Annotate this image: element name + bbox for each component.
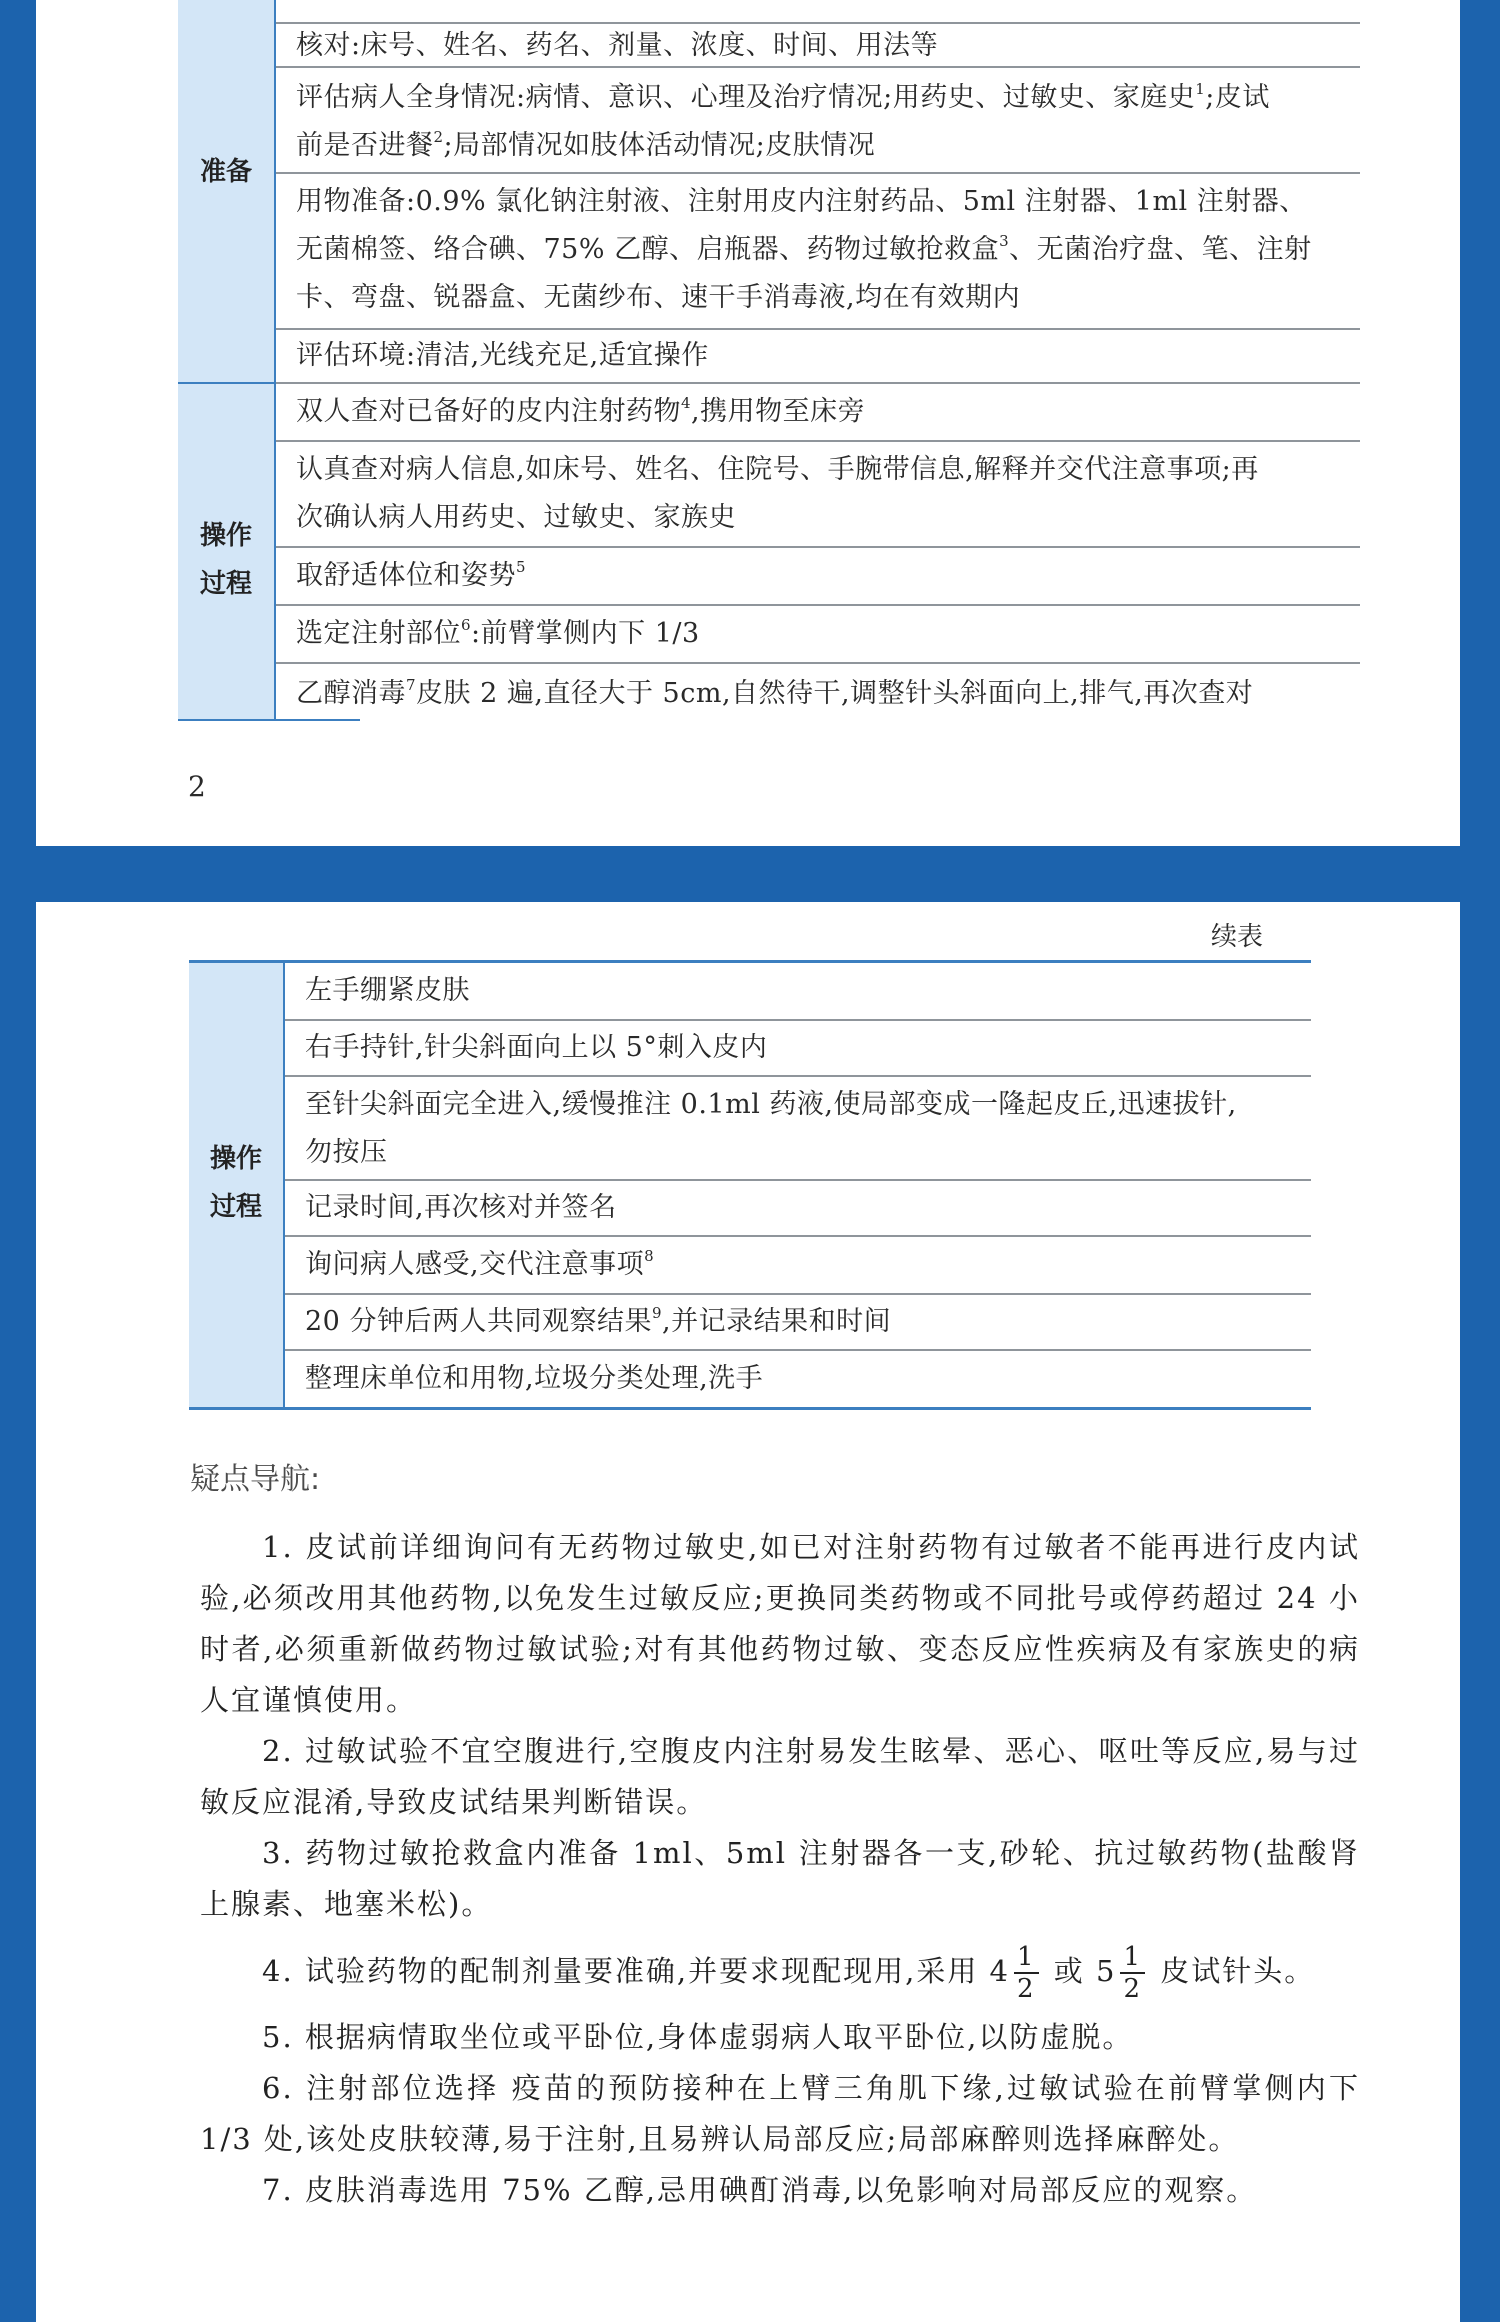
notes-section: [200, 1522, 1360, 2205]
table-row: [276, 330, 1360, 384]
row-text: 认真查对病人信息,如床号、姓名、住院号、手腕带信息,解释并交代注意事项;再 次确认病人用药史、过敏史、家族史: [296, 454, 1259, 533]
note-3: 3. 药物过敏抢救盒内准备 1ml、5ml 注射器各一支,砂轮、抗过敏药物(盐酸肾上腺素、地塞米松)。: [200, 1836, 1360, 1921]
table-bottom-rule: [178, 719, 360, 721]
row-text: 右手持针,针尖斜面向上以 5°刺入皮内: [305, 1032, 768, 1063]
row-text: 双人查对已备好的皮内注射药物$^4$,携用物至床旁: [296, 394, 866, 427]
table-row: [285, 963, 1311, 1021]
row-text: 至针尖斜面完全进入,缓慢推注 0.1ml 药液,使局部变成一隆起皮丘,迅速拔针, 勿按压: [305, 1089, 1237, 1168]
section-label-preparation: 准备: [199, 157, 252, 187]
section-column-process: [189, 963, 285, 1407]
note-1: 1. 皮试前详细询问有无药物过敏史,如已对注射药物有过敏者不能再进行皮内试验,必须改用其他药物,以免发生过敏反应;更换同类药物或不同批号或停药超过 24 小时者,必须重新做药物过敏试验;对有其他药物过敏、变态反应性疾病及有家族史的病人宜谨慎使用。: [200, 1530, 1360, 1717]
section-column-process: [178, 384, 276, 720]
table-row: [285, 1077, 1311, 1181]
row-text: 取舒适体位和姿势$^5$: [296, 558, 527, 591]
table-row: [276, 606, 1360, 664]
book-page-lower: [36, 902, 1460, 2322]
table-row: [276, 68, 1360, 174]
table-row: [276, 548, 1360, 606]
doubt-navigation-title: 疑点导航:: [190, 1462, 321, 1497]
table-row: [285, 1021, 1311, 1077]
row-text: 选定注射部位$^6$:前臂掌侧内下 1/3: [296, 616, 700, 649]
row-text: 左手绷紧皮肤: [305, 975, 470, 1006]
note-6: 6. 注射部位选择 疫苗的预防接种在上臂三角肌下缘,过敏试验在前臂掌侧内下 1/3 处,该处皮肤较薄,易于注射,且易辨认局部反应;局部麻醉则选择麻醉处。: [200, 2071, 1360, 2156]
row-text: 评估病人全身情况:病情、意识、心理及治疗情况;用药史、过敏史、家庭史$^1$;皮试 前是否进餐$^2$;局部情况如肢体活动情况;皮肤情况: [296, 80, 1270, 161]
fraction-one-half: $\frac{1}{2}$: [1120, 1942, 1145, 2004]
table-row: [276, 174, 1360, 330]
table-row: [285, 1181, 1311, 1237]
section-column-preparation: [178, 0, 276, 384]
table-row: [276, 664, 1360, 720]
row-text: 核对:床号、姓名、药名、剂量、浓度、时间、用法等: [296, 30, 939, 61]
row-text: 20 分钟后两人共同观察结果$^9$,并记录结果和时间: [305, 1304, 892, 1337]
table-row: [276, 0, 1360, 24]
section-label-process: 操作 过程: [209, 1144, 262, 1222]
row-text: 乙醇消毒$^7$皮肤 2 遍,直径大于 5cm,自然待干,调整针头斜面向上,排气,再次查对: [296, 676, 1254, 709]
table-row: [285, 1237, 1311, 1295]
row-text: 询问病人感受,交代注意事项$^8$: [305, 1247, 655, 1280]
table-row: [285, 1351, 1311, 1407]
note-2: 2. 过敏试验不宜空腹进行,空腹皮内注射易发生眩晕、恶心、呕吐等反应,易与过敏反应混淆,导致皮试结果判断错误。: [200, 1734, 1360, 1819]
note-7: 7. 皮肤消毒选用 75% 乙醇,忌用碘酊消毒,以免影响对局部反应的观察。: [262, 2173, 1258, 2207]
row-text: 评估环境:清洁,光线充足,适宜操作: [296, 340, 709, 371]
fraction-one-half: $\frac{1}{2}$: [1014, 1942, 1039, 2004]
note-5: 5. 根据病情取坐位或平卧位,身体虚弱病人取平卧位,以防虚脱。: [262, 2020, 1134, 2054]
table-row: [285, 1295, 1311, 1351]
row-text: 记录时间,再次核对并签名: [305, 1192, 617, 1223]
note-4: 4. 试验药物的配制剂量要准确,并要求现配现用,采用 4 $\frac{1}{2}$ 或 5 $\frac{1}{2}$ 皮试针头。: [262, 1942, 1316, 2004]
section-label-process: 操作 过程: [199, 521, 252, 599]
continued-label: 续表: [1210, 922, 1263, 952]
page-number: 2: [188, 770, 206, 803]
book-page-upper: [36, 0, 1460, 846]
table-row: [276, 442, 1360, 548]
table-row: [276, 24, 1360, 68]
procedure-table: [178, 0, 1360, 720]
row-text: 用物准备:0.9% 氯化钠注射液、注射用皮内注射药品、5ml 注射器、1ml 注射器、 无菌棉签、络合碘、75% 乙醇、启瓶器、药物过敏抢救盒$^3$、无菌治疗盘、笔、注射 卡、弯盘、锐器盒、无菌纱布、速干手消毒液,均在有效期内: [296, 186, 1312, 313]
row-text-cut: [296, 0, 1348, 10]
table-row: [276, 384, 1360, 442]
row-text: 整理床单位和用物,垃圾分类处理,洗手: [305, 1363, 764, 1394]
procedure-table-continued: [189, 960, 1311, 1410]
